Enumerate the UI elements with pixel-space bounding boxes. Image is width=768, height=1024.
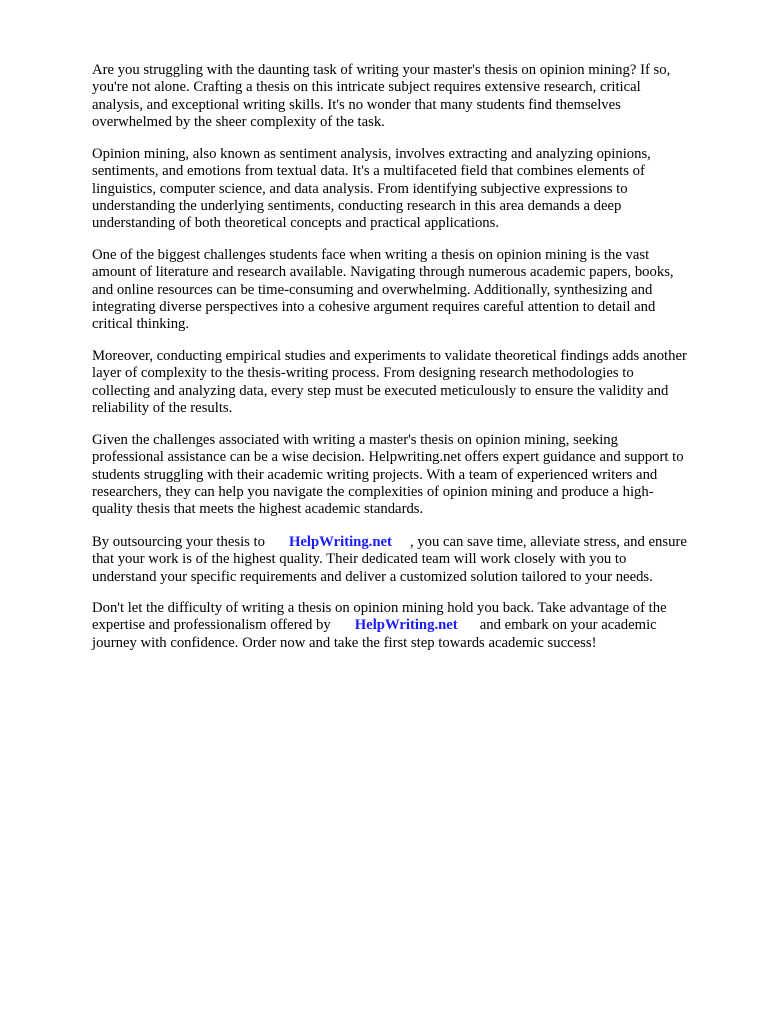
text-fragment: , you can save time, alleviate stress, and ensure [409, 534, 687, 550]
text-line: Given the challenges associated with writing a master's thesis on opinion mining, seeking [92, 432, 618, 448]
text-line: One of the biggest challenges students face when writing a thesis on opinion mining is the vast [92, 247, 650, 263]
text-line: integrating diverse perspectives into a cohesive argument requires careful attention to detail and [92, 298, 656, 315]
text-line: you're not alone. Crafting a thesis on this intricate subject requires extensive research, critical [92, 79, 641, 96]
text-line: Moreover, conducting empirical studies and experiments to validate theoretical findings adds another [92, 348, 687, 364]
text-line: journey with confidence. Order now and take the first step towards academic success! [92, 634, 597, 651]
text-line: Don't let the difficulty of writing a thesis on opinion mining hold you back. Take advantage of the [92, 600, 667, 616]
helpwriting-link[interactable]: HelpWriting.net [354, 617, 458, 634]
helpwriting-link[interactable]: HelpWriting.net [288, 534, 392, 550]
text-fragment: and embark on your academic [479, 617, 657, 634]
text-line: understanding the underlying sentiments, conducting research in this area demands a deep [92, 197, 622, 214]
text-line: Opinion mining, also known as sentiment analysis, involves extracting and analyzing opinions, [92, 146, 651, 162]
text-line: linguistics, computer science, and data analysis. From identifying subjective expressions to [92, 180, 628, 197]
text-line: students struggling with their academic writing projects. With a team of experienced writers and [92, 466, 658, 483]
text-line: quality thesis that meets the highest academic standards. [92, 501, 424, 518]
text-line: reliability of the results. [92, 399, 233, 416]
paragraph-outsourcing [92, 534, 732, 586]
paragraph-call-to-action [92, 600, 732, 652]
text-line [92, 617, 732, 634]
text-line: understand your specific requirements and deliver a customized solution tailored to your needs. [92, 568, 653, 585]
text-line: professional assistance can be a wise decision. Helpwriting.net offers expert guidance and support to [92, 449, 684, 466]
text-line: sentiments, and emotions from textual data. It's a multifaceted field that combines elements of [92, 163, 645, 180]
paragraph-assistance [92, 432, 732, 518]
text-line: collecting and analyzing data, every step must be executed meticulously to ensure the validity and [92, 382, 669, 399]
text-line: researchers, they can help you navigate the complexities of opinion mining and produce a high- [92, 483, 654, 500]
text-line: analysis, and exceptional writing skills. It's no wonder that many students find themselves [92, 96, 621, 113]
text-line [92, 534, 732, 551]
text-line: layer of complexity to the thesis-writing process. From designing research methodologies to [92, 365, 634, 382]
paragraph-definition [92, 146, 732, 232]
text-line: that your work is of the highest quality. Their dedicated team will work closely with you to [92, 551, 627, 568]
paragraph-empirical [92, 348, 732, 417]
text-fragment: By outsourcing your thesis to [92, 534, 265, 550]
text-line: Are you struggling with the daunting task of writing your master's thesis on opinion mining? If so, [92, 62, 671, 78]
text-line: critical thinking. [92, 316, 190, 333]
text-line: understanding of both theoretical concepts and practical applications. [92, 215, 500, 232]
text-line: amount of literature and research available. Navigating through numerous academic papers, books, [92, 264, 674, 281]
text-fragment: expertise and professionalism offered by [92, 617, 331, 634]
paragraph-intro [92, 62, 732, 131]
paragraph-challenges [92, 247, 732, 333]
text-line: overwhelmed by the sheer complexity of the task. [92, 113, 385, 130]
text-line: and online resources can be time-consuming and overwhelming. Additionally, synthesizing and [92, 281, 653, 298]
